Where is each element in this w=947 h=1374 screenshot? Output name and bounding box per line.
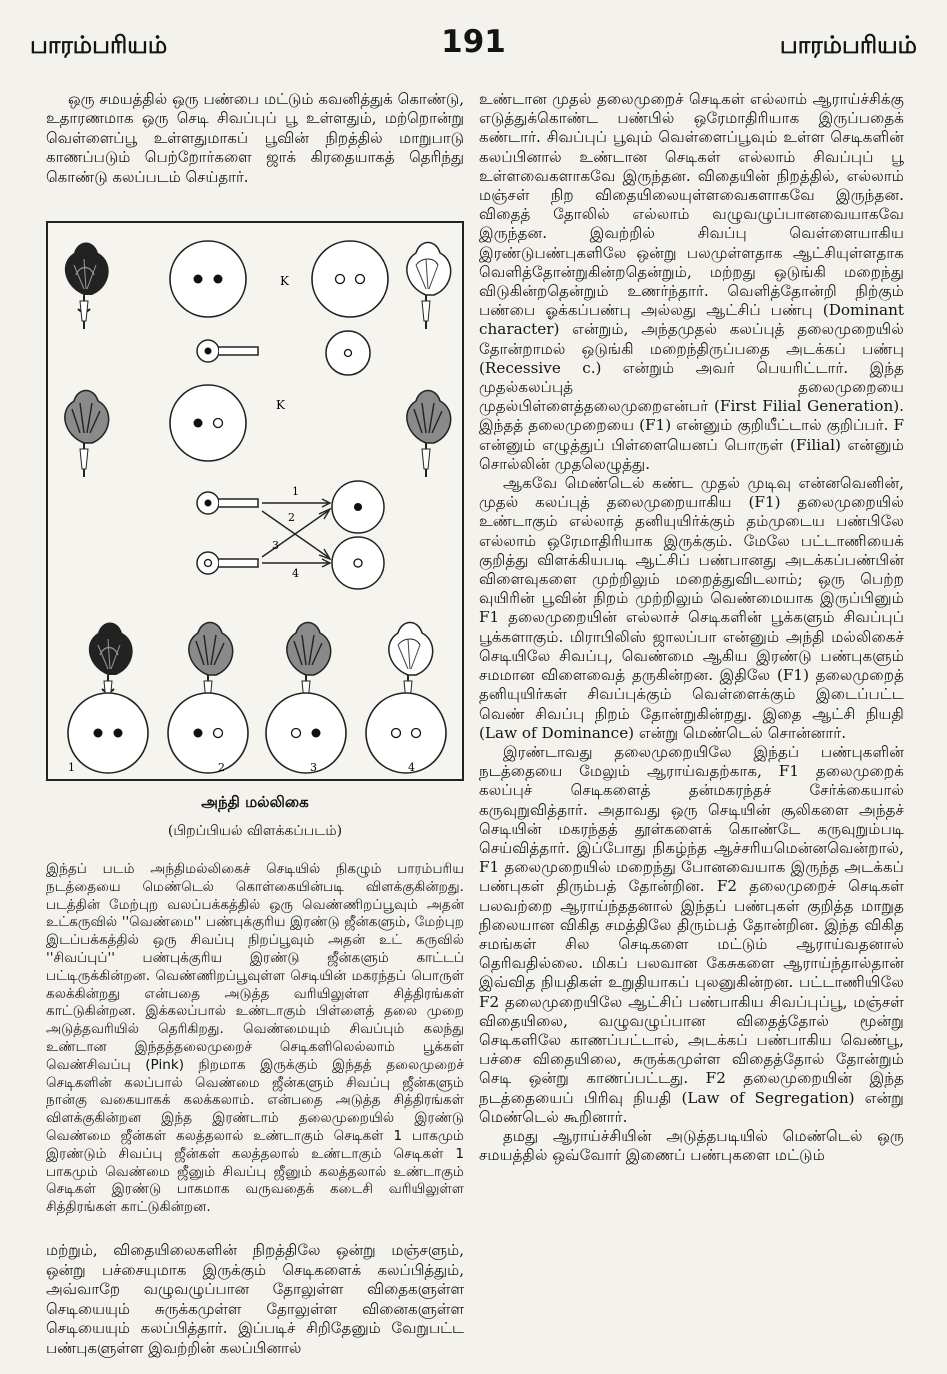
label-k-top: K xyxy=(280,274,289,289)
arrow-label-4: 4 xyxy=(292,567,299,581)
right-column xyxy=(479,90,904,1165)
bottom-label-4: 4 xyxy=(408,761,415,775)
bottom-label-3: 3 xyxy=(310,761,317,775)
f2-cell-4 xyxy=(366,693,446,773)
red-flower-parent-icon xyxy=(65,243,109,330)
white-flower-parent-icon xyxy=(407,243,451,330)
page-header xyxy=(30,24,917,64)
pink-flower-f1-right-icon xyxy=(407,391,451,478)
parent-cell-white xyxy=(312,241,388,317)
running-head-right: பாரம்பரியம் xyxy=(779,30,917,59)
f2-cell-3 xyxy=(266,693,346,773)
running-head-left: பாரம்பரியம் xyxy=(30,30,168,59)
right-paragraph-4: தமது ஆராய்ச்சியின் அடுத்தபடியில் மெண்டெல் ஒரு சமயத்தில் ஒவ்வோர் இணைப் பண்புகளை மட்டும் xyxy=(479,1126,904,1165)
left-column xyxy=(46,90,464,1374)
label-k-mid: K xyxy=(276,398,285,413)
right-paragraph-1: உண்டான முதல் தலைமுறைச் செடிகள் எல்லாம் ஆராய்ச்சிக்கு எடுத்துக்கொண்ட பண்பில் ஒரேமாதிரியாக இருப்பதைக் கண்டார். சிவப்புப் பூவும் வெள்ளைப்பூவும் உள்ள செடிகளின் கலப்பினால் உண்டான செடிகள் எல்லாம் சிவப்புப் பூ உள்ளவைகளாகவே இருந்தன. விதையின் நிறத்தில், எல்லாம் மஞ்சள் நிற விதையிலையுள்ளவைகளாகவே இருந்தன. விதைத் தோலில் எல்லாம் வழுவழுப்பானவையாகவே இருந்தன. இவற்றில் சிவப்பு வெள்ளையாகிய இரண்டுபண்புகளிலே ஒன்று பலமுள்ளதாக ஆட்சியுள்ளதாக வெளித்தோன்றுகின்றதென்றும், மற்றது ஒடுங்கி மறைந்து விடுகின்றதென்றும் உணர்ந்தார். வெளித்தோன்றி நிற்கும் பண்பை ஓக்கப்பண்பு அல்லது ஆட்சிப் பண்பு (Dominant character) என்றும், அந்தமுதல் கலப்புத் தலைமுறையில் தோன்றாமல் ஒடுங்கி மறைந்திருப்பதை அடக்கப் பண்பு (Recessive c.) என்றும் அவர் பெயரிட்டார். இந்த முதல்கலப்புத் தலைமுறையை முதல்பிள்ளைத்தலைமுறைஎன்பர் (First Filial Generation). இந்தத் தலைமுறையை (F1) என்னும் குறியீட்டால் குறிப்பர். F என்னும் எழுத்துப் பிள்ளையெனப் பொருள் (Filial) என்னும் சொல்லின் முதலெழுத்து. xyxy=(479,90,904,473)
cross-arrows xyxy=(262,499,330,567)
f2-cell-2 xyxy=(168,693,248,773)
arrow-label-1: 1 xyxy=(292,485,299,499)
right-paragraph-2: ஆகவே மெண்டெல் கண்ட முதல் முடிவு என்னவெனின், முதல் கலப்புத் தலைமுறையாகிய (F1) தலைமுறையில் உண்டாகும் எல்லாத் தனியுயிர்க்கும் தம்முடைய பண்பிலே எல்லாம் ஒரேமாதிரியாக இருக்கும். மேலே பட்டாணியைக் குறித்து விளக்கியபடி ஆட்சிப் பண்பானது அடக்கப்பண்பின் விளைவுகளை முற்றிலும் மறைத்துவிடலாம்; ஒரு பெற்ற வுயிரின் பூவின் நிறம் முற்றிலும் வெண்மையாக இருப்பினும் F1 தலைமுறையின் எல்லாச் செடிகளின் பூக்களும் சிவப்புப் பூக்களாகும். மிராபிலிஸ் ஜாலப்பா என்னும் அந்தி மல்லிகைச் செடியிலே சிவப்பு, வெண்மை ஆகிய இரண்டு பண்புகளும் சமமான விளைவைத் தருகின்றன. இதிலே (F1) தலைமுறைத் தனியுயிர்கள் சிவப்புக்கும் வெள்ளைக்கும் இடைப்பட்ட வெண் சிவப்பு நிறம் தோன்றுகின்றது. இதை ஆட்சி நியதி (Law of Dominance) என்று மெண்டெல் சொன்னார். xyxy=(479,474,904,742)
figure-explanation: இந்தப் படம் அந்திமல்லிகைச் செடியில் நிகழும் பாரம்பரிய நடத்தையை மெண்டெல் கொள்கையின்படி விளக்குகின்றது. படத்தின் மேற்புற வலப்பக்கத்தில் ஒரு வெண்ணிறப்பூவும் அதன் உட்கருவில் ''வெண்மை'' பண்புக்குரிய இரண்டு ஜீன்களும், மேற்புற இடப்பக்கத்தில் ஒரு சிவப்பு நிறப்பூவும் அதன் உட் கருவில் ''சிவப்புப்'' பண்புக்குரிய இரண்டு ஜீன்களும் காட்டப் பட்டிருக்கின்றன. வெண்ணிறப்பூவுள்ள செடியின் மகரந்தப் பொருள் கலக்கின்றது என்பதை அடுத்த வரியிலுள்ள சித்திரங்கள் காட்டுகின்றன. இக்கலப்பால் உண்டாகும் பிள்ளைத் தலை முறை அடுத்தவரியில் தெரிகிறது. வெண்மையும் சிவப்பும் கலந்து உண்டான இந்தத்தலைமுறைச் செடிகளிலெல்லாம் பூக்கள் வெண்சிவப்பு (Pink) நிறமாக இருக்கும் இந்தத் தலைமுறைச் செடிகளின் கலப்பால் வெண்மை ஜீன்களும் சிவப்பு ஜீன்களும் நான்கு வகையாகக் கலக்கலாம். என்பதை அடுத்த சித்திரங்கள் விளக்குகின்றன இந்த இரண்டாம் தலைமுறையில் இரண்டு வெண்மை ஜீன்கள் கலத்தலால் உண்டாகும் செடிகள் 1 பாகமும் இரண்டும் சிவப்பு ஜீன்கள் கலத்தலால் உண்டாகும் செடிகள் 1 பாகமும் வெண்மை ஜீனும் சிவப்பு ஜீனும் கலத்தலால் உண்டாகும் செடிகள் இரண்டு பாகமாக வருவதைக் கடைசி வரியிலுள்ள சித்திரங்கள் காட்டுகின்றன. xyxy=(46,861,464,1216)
parent-cell-red xyxy=(170,241,246,317)
sperm-gamete-red xyxy=(219,347,258,355)
bottom-label-2: 2 xyxy=(218,761,225,775)
f1-cell xyxy=(170,385,246,461)
bottom-label-1: 1 xyxy=(68,761,75,775)
right-paragraph-3: இரண்டாவது தலைமுறையிலே இந்தப் பண்புகளின் நடத்தையை மேலும் ஆராய்வதற்காக, F1 தலைமுறைக் கலப்புச் செடிகளைத் தன்மகரந்தச் சேர்க்கையால் கருவுறுவித்தார். அதாவது ஒரு செடியின் சூலிகளை அந்தச் செடியின் மகரந்தத் தூள்களைக் கொண்டே கருவுறும்படி செய்வித்தார். இப்போது நிகழ்ந்த ஆச்சரியமென்னவென்றால், F1 தலைமுறையில் மறைந்து போனவையாக இருந்த அடக்கப் பண்புகள் திரும்பத் தோன்றின. F2 தலைமுறைச் செடிகள் பலவற்றை ஆராய்ந்ததனால் இந்தப் பண்புகள் குறித்த மாறுத நிலையான விகித சமத்திலே திரும்பத் தோன்றின. இந்த விகித சமங்கள் சில செடிகளை மட்டும் ஆராய்வதனால் தெரிவதில்லை. மிகப் பலவான கேசுகளை ஆராய்ந்தால்தான் இவ்வித நியதிகள் உறுதியாகப் புலனுகின்றன. பட்டாணியிலே F2 தலைமுறையிலே ஆட்சிப் பண்பாகிய சிவப்புப்பூ, மஞ்சள் விதையிலை, வழுவழுப்பான விதைத்தோல் மூன்று செடிகளிலே காணப்பட்டால், அடக்கப் பண்பாகிய வெண்பூ, பச்சை விதையிலை, சுருக்கமுள்ள விதைத்தோல் தோன்றும் செடி ஒன்று காணப்பட்டது. F2 தலைமுறையின் இந்த நடத்தையைப் பிரிவு நியதி (Law of Segregation) என்று மெண்டெல் கூறினார். xyxy=(479,742,904,1126)
figure-caption: அந்தி மல்லிகை xyxy=(201,793,309,812)
page-number: 191 xyxy=(441,24,506,60)
figure-subcaption: (பிறப்பியல் விளக்கப்படம்) xyxy=(167,823,343,840)
left-bottom-paragraph: மற்றும், விதையிலைகளின் நிறத்திலே ஒன்று மஞ்சளும், ஒன்று பச்சையுமாக இருக்கும் செடிகளைக் கலப்பித்தும், அவ்வாறே வழுவழுப்பான தோலுள்ள விதைகளுள்ள செடியையும் சுருக்கமுள்ள தோலுள்ள வினைகளுள்ள செடியையும் கலப்பித்தார். இப்படிச் சிறிதேனும் வேறுபட்ட பண்புகளுள்ள இவற்றின் கலப்பினால் xyxy=(46,1240,464,1357)
mendel-figure xyxy=(46,221,464,781)
mendel-diagram xyxy=(48,223,462,775)
f2-cell-1 xyxy=(68,693,148,773)
arrow-label-3: 3 xyxy=(272,539,279,553)
intro-paragraph: ஒரு சமயத்தில் ஒரு பண்பை மட்டும் கவனித்துக் கொண்டு, உதாரணமாக ஒரு செடி சிவப்புப் பூ உள்ளதும், மற்றொன்று வெள்ளைப்பூ உள்ளதுமாகப் பூவின் நிறத்தில் மாறுபாடு காணப்படும் பெற்றோர்களை ஜாக் கிரதையாகத் தெரிந்து கொண்டு கலப்படம் செய்தார். xyxy=(46,90,464,186)
pink-flower-f1-left-icon xyxy=(65,391,109,478)
arrow-label-2: 2 xyxy=(288,511,295,525)
